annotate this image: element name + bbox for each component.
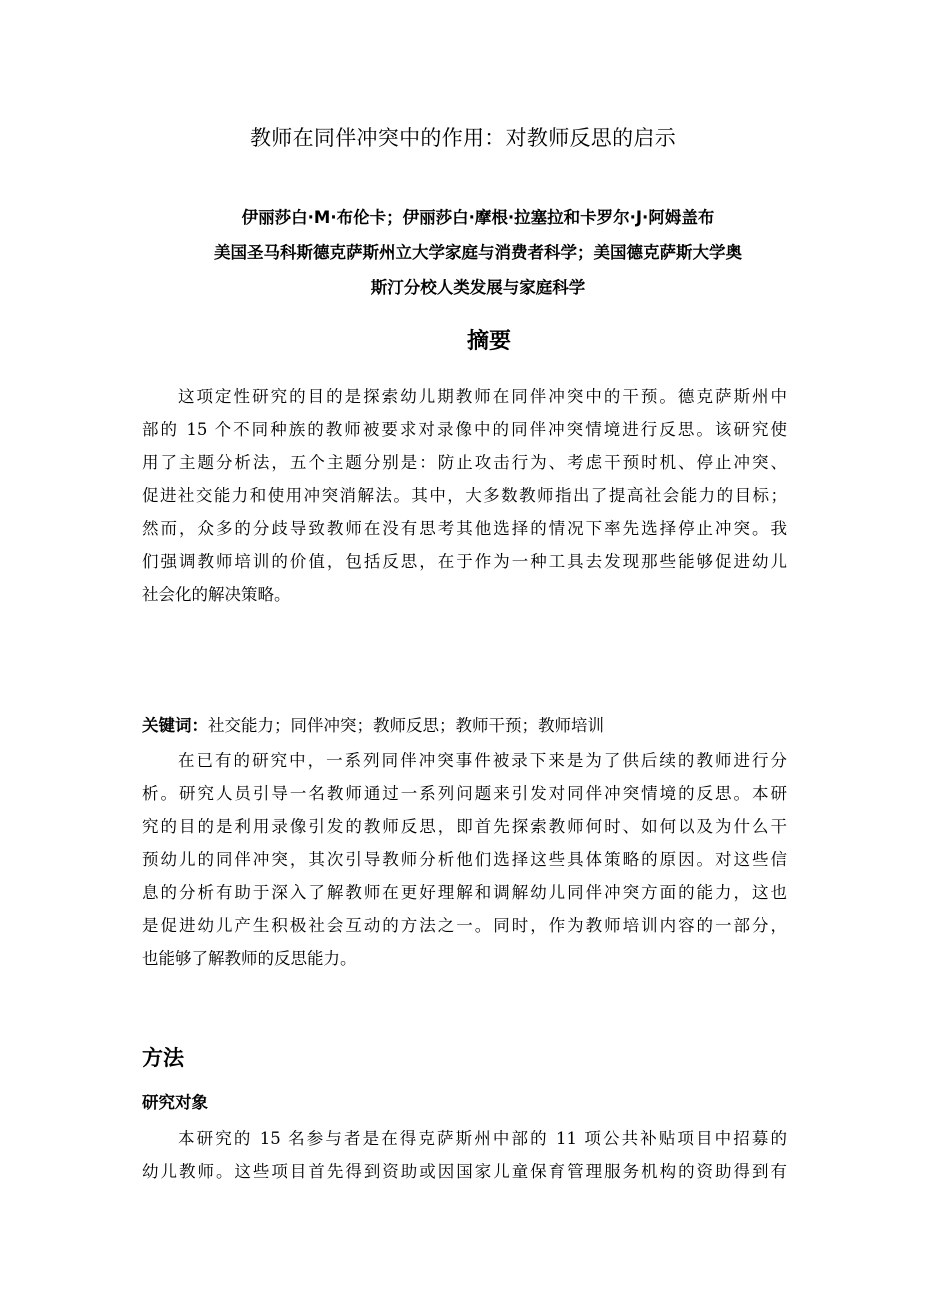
text-line: 用了主题分析法，五个主题分别是：防止攻击行为、考虑干预时机、停止冲突、	[142, 453, 787, 472]
text-line: 然而，众多的分歧导致教师在没有思考其他选择的情况下率先选择停止冲突。我	[142, 519, 787, 538]
subject-heading: 研究对象	[142, 1093, 208, 1112]
affiliation-line: 美国圣马科斯德克萨斯州立大学家庭与消费者科学；美国德克萨斯大学奥	[214, 243, 742, 262]
method-body	[142, 1122, 787, 1188]
text-line: 预幼儿的同伴冲突，其次引导教师分析他们选择这些具体策略的原因。对这些信	[142, 850, 787, 869]
text-line: 部的 15 个不同种族的教师被要求对录像中的同伴冲突情境进行反思。该研究使	[142, 420, 787, 439]
text-line: 促进社交能力和使用冲突消解法。其中，大多数教师指出了提高社会能力的目标；	[142, 486, 787, 505]
text-line: 是促进幼儿产生积极社会互动的方法之一。同时，作为教师培训内容的一部分，	[142, 916, 787, 935]
paper-title: 教师在同伴冲突中的作用：对教师反思的启示	[250, 126, 676, 150]
text-line: 这项定性研究的目的是探索幼儿期教师在同伴冲突中的干预。德克萨斯州中	[178, 387, 787, 406]
text-line: 在已有的研究中，一系列同伴冲突事件被录下来是为了供后续的教师进行分	[178, 751, 787, 770]
text-line: 析。研究人员引导一名教师通过一系列问题来引发对同伴冲突情境的反思。本研	[142, 784, 787, 803]
abstract-heading: 摘要	[466, 329, 511, 354]
text-line: 们强调教师培训的价值，包括反思，在于作为一种工具去发现那些能够促进幼儿	[142, 552, 787, 571]
author-line: 伊丽莎白·M·布伦卡；伊丽莎白·摩根·拉塞拉和卡罗尔·J·阿姆盖布	[241, 208, 715, 227]
keywords-label: 关键词：	[142, 716, 208, 735]
keywords-text: 社交能力；同伴冲突；教师反思；教师干预；教师培训	[208, 716, 604, 735]
text-line: 究的目的是利用录像引发的教师反思，即首先探索教师何时、如何以及为什么干	[142, 817, 787, 836]
text-line: 幼儿教师。这些项目首先得到资助或因国家儿童保育管理服务机构的资助得到有	[142, 1162, 787, 1181]
text-line: 息的分析有助于深入了解教师在更好理解和调解幼儿同伴冲突方面的能力，这也	[142, 883, 787, 902]
author-block	[170, 200, 786, 305]
text-line: 也能够了解教师的反思能力。	[142, 949, 357, 968]
method-heading: 方法	[142, 1046, 184, 1070]
keywords-line	[142, 709, 604, 742]
text-line: 社会化的解决策略。	[142, 585, 291, 604]
abstract-body	[142, 380, 787, 611]
intro-body	[142, 744, 787, 975]
text-line: 本研究的 15 名参与者是在得克萨斯州中部的 11 项公共补贴项目中招募的	[178, 1129, 787, 1148]
affiliation-line: 斯汀分校人类发展与家庭科学	[370, 278, 586, 297]
